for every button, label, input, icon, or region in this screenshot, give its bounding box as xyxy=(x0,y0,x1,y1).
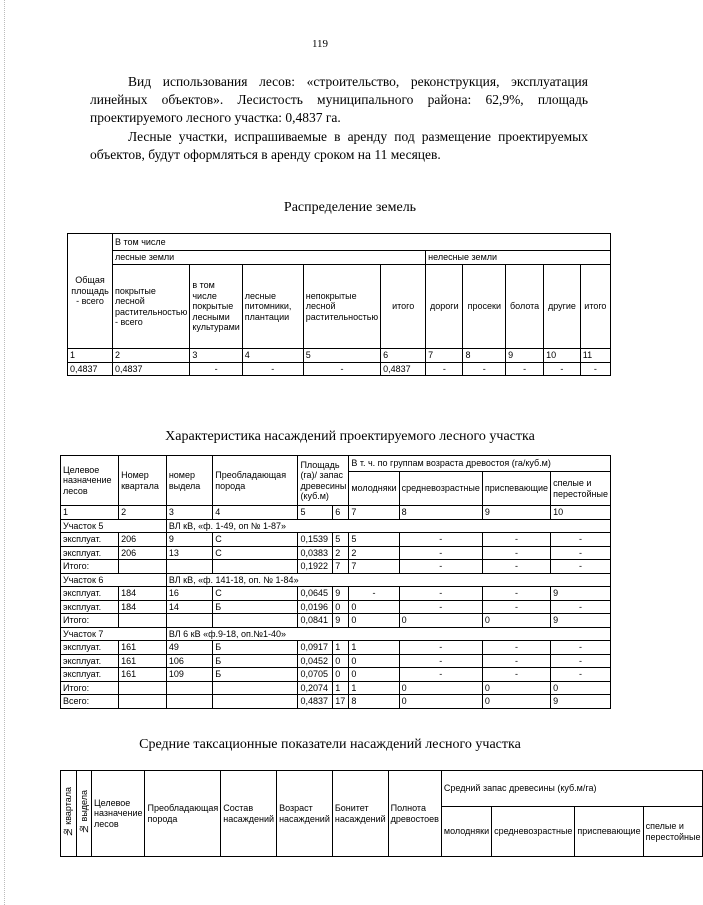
col-covered: покрытые лесной растительностью - всего xyxy=(113,265,190,349)
col-other: другие xyxy=(544,265,581,349)
section-line: ВЛ 6 кВ «ф.9-18, оп.№1-40» xyxy=(166,627,610,641)
table-row: Итого: 0,1922 7 7 - - - xyxy=(61,560,611,574)
col-density: Полнота древостоев xyxy=(388,771,441,857)
col-stock: Средний запас древесины (куб.м/га) xyxy=(441,771,703,807)
section-row xyxy=(61,627,611,641)
col-area: Площадь (га)/ запас древесины (куб.м) xyxy=(298,456,349,506)
col-maturing: приспевающие xyxy=(575,807,643,857)
col-maturing: приспевающие xyxy=(482,472,550,506)
col-middle: средневозрастные xyxy=(492,807,575,857)
col-young: молодняки xyxy=(349,472,399,506)
table-row: 1 2 3 4 5 6 7 8 9 10 xyxy=(61,506,611,520)
table-row: 1 2 3 4 5 6 7 8 9 10 11 xyxy=(68,349,611,363)
col-clearings: просеки xyxy=(463,265,506,349)
col-species: Преобладающая порода xyxy=(145,771,221,857)
col-including: В том числе xyxy=(113,234,611,251)
col-plot: № выдела xyxy=(78,790,89,835)
table-row: эксплуат. 206 9 С 0,1539 5 5 - - - xyxy=(61,533,611,547)
land-distribution-table xyxy=(67,233,611,376)
table-row: эксплуат. 206 13 С 0,0383 2 2 - - - xyxy=(61,546,611,560)
col-age: Возраст насаждений xyxy=(277,771,333,857)
col-bonitet: Бонитет насаждений xyxy=(332,771,388,857)
col-plot: номер выдела xyxy=(166,456,212,506)
table-row: Итого: 0,2074 1 1 0 0 0 xyxy=(61,681,611,695)
col-roads: дороги xyxy=(426,265,463,349)
section-title: Участок 6 xyxy=(61,573,167,587)
col-purpose: Целевое назначение лесов xyxy=(92,771,145,857)
col-species: Преобладающая порода xyxy=(213,456,298,506)
col-mature: спелые и перестойные xyxy=(643,807,703,857)
section-row xyxy=(61,519,611,533)
col-middle: средневозрастные xyxy=(399,472,482,506)
taxation-table xyxy=(60,770,703,857)
col-nonforest-sum: итого xyxy=(580,265,610,349)
scan-edge xyxy=(4,0,5,905)
col-cultures: в том числе покрытые лесными культурами xyxy=(190,265,242,349)
col-forest-sum: итого xyxy=(381,265,426,349)
col-purpose: Целевое назначение лесов xyxy=(61,456,119,506)
table-row: Всего: 0,4837 17 8 0 0 9 xyxy=(61,695,611,709)
table-row: эксплуат. 184 14 Б 0,0196 0 0 - - - xyxy=(61,600,611,614)
table-row: 0,4837 0,4837 - - - 0,4837 - - - - - xyxy=(68,362,611,376)
table-row: эксплуат. 184 16 С 0,0645 9 - - - 9 xyxy=(61,587,611,601)
col-nurseries: лесные питомники, плантации xyxy=(242,265,303,349)
paragraph-lease: Лесные участки, испрашиваемые в аренду под размещение проектируемых объектов, будут оформляться в аренду сроком на 11 месяцев. xyxy=(90,129,588,162)
col-mature: спелые и перестойные xyxy=(551,472,611,506)
col-swamps: болота xyxy=(506,265,544,349)
table-row: эксплуат. 161 106 Б 0,0452 0 0 - - - xyxy=(61,654,611,668)
table-row: Итого: 0,0841 9 0 0 0 9 xyxy=(61,614,611,628)
section-line: ВЛ кВ, «ф. 141-18, оп. № 1-84» xyxy=(166,573,610,587)
heading-taxation: Средние таксационные показатели насаждений лесного участка xyxy=(139,737,521,752)
col-quarter: № квартала xyxy=(63,787,73,838)
table-row: эксплуат. 161 49 Б 0,0917 1 1 - - - xyxy=(61,641,611,655)
col-composition: Состав насаждений xyxy=(221,771,277,857)
col-quarter: Номер квартала xyxy=(119,456,167,506)
stands-table xyxy=(60,455,611,709)
section-title: Участок 5 xyxy=(61,519,167,533)
page-number: 119 xyxy=(311,38,329,50)
section-line: ВЛ кВ, «ф. 1-49, оп № 1-87» xyxy=(166,519,610,533)
col-nonforest: нелесные земли xyxy=(426,251,611,265)
section-row xyxy=(61,573,611,587)
heading-stands: Характеристика насаждений проектируемого лесного участка xyxy=(165,429,535,444)
col-young: молодняки xyxy=(441,807,491,857)
paragraph-forest-use: Вид использования лесов: «строительство, реконструкция, эксплуатация линейных объектов». Лесистость муниципального района: 62,9%, площадь проектируемого лесного участка: 0,4837 га. xyxy=(90,74,588,125)
col-forest: лесные земли xyxy=(113,251,426,265)
table-row: эксплуат. 161 109 Б 0,0705 0 0 - - - xyxy=(61,668,611,682)
heading-land: Распределение земель xyxy=(283,200,417,215)
col-uncovered: непокрытые лесной растительностью xyxy=(303,265,380,349)
section-title: Участок 7 xyxy=(61,627,167,641)
col-total: Общая площадь - всего xyxy=(68,234,113,349)
col-age-groups: В т. ч. по группам возраста древостоя (га/куб.м) xyxy=(349,456,611,472)
